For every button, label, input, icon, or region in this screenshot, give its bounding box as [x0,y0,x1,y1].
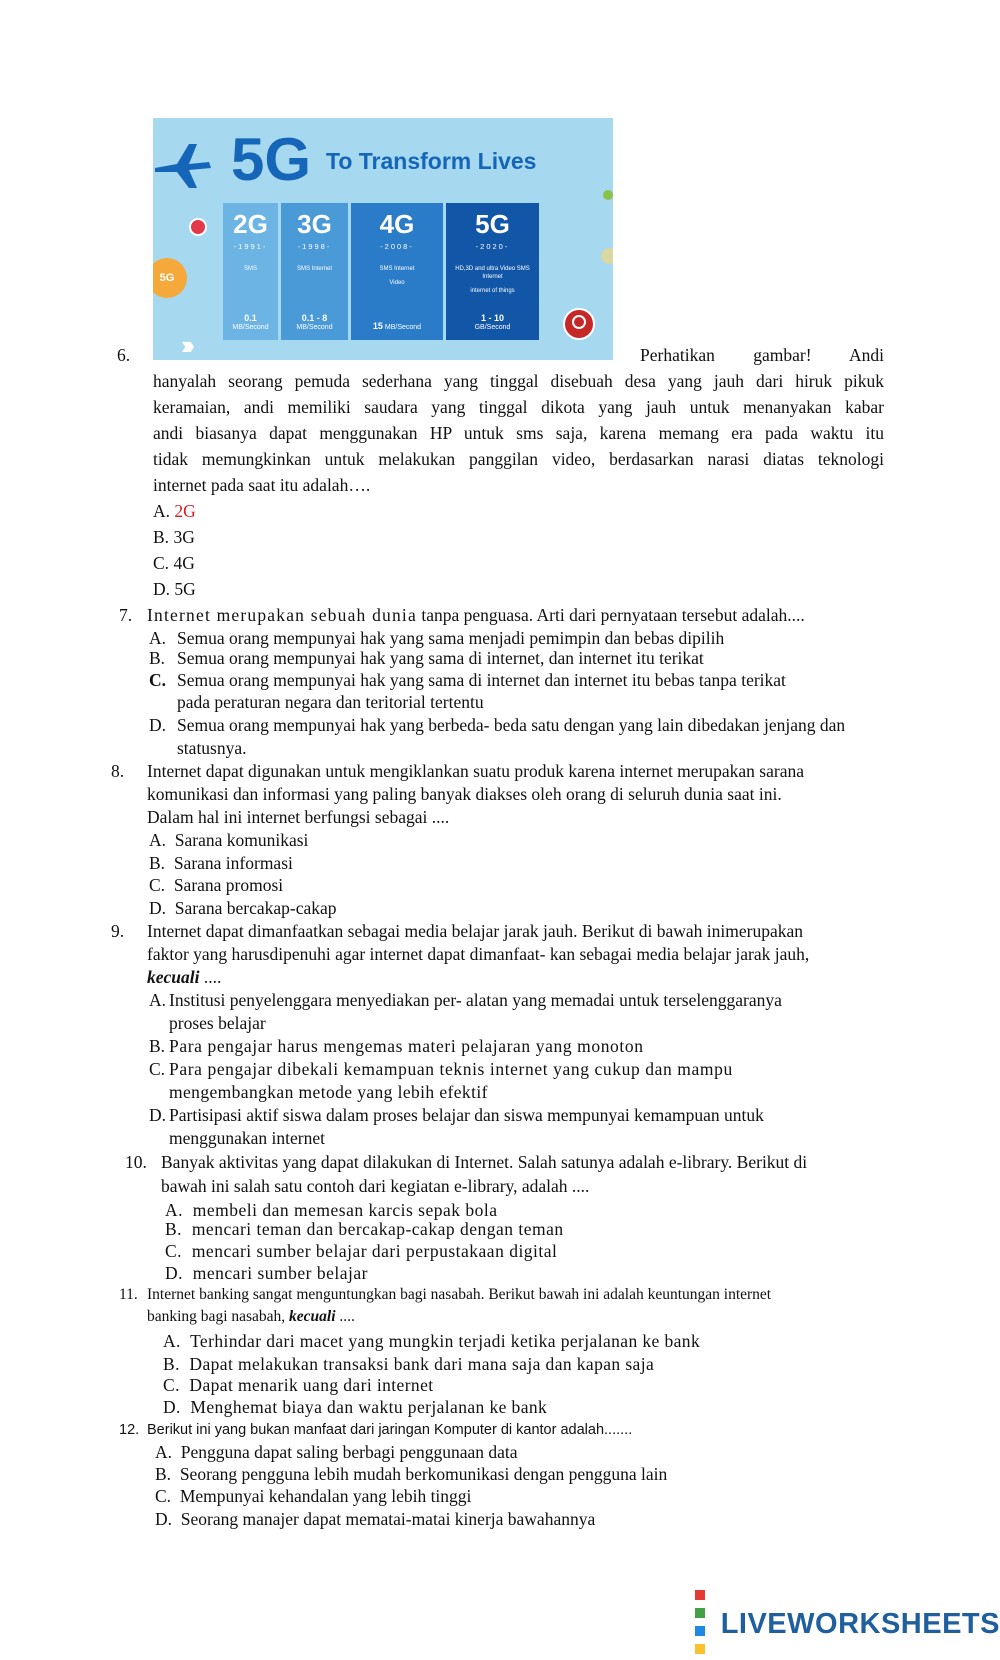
option-d[interactable] [153,578,196,600]
option-text: Dapat melakukan transaksi bank dari mana saja dan kapan saja [189,1354,655,1374]
gen-speed-unit: MB/Second [296,324,333,331]
gen-name: 2G [233,209,268,239]
question-7-stem [147,604,805,626]
option-text: mencari sumber belajar [192,1263,368,1283]
gen-features: HD,3D and ultra Video SMS Internet [455,266,530,280]
gen-year: -2020- [475,242,510,251]
arrows-icon: ››› [181,330,189,360]
option-letter: D. [149,1105,167,1125]
question-number: 8. [111,761,125,781]
option-text: Sarana komunikasi [174,830,309,850]
search-icon [563,308,595,340]
option-a[interactable] [153,500,196,522]
5g-badge: 5G [153,258,187,298]
option-c[interactable] [149,874,283,896]
gen-features: SMS Internet [296,266,332,272]
play-icon [603,190,613,200]
logo-text: LIVEWORKSHEETS [720,1607,1000,1640]
option-text: Sarana informasi [173,853,293,873]
option-c[interactable] [155,1485,471,1507]
generation-2g [223,203,278,340]
question-9-stem-tail [147,966,221,988]
option-letter: C. [149,1059,166,1079]
stem-tail: .... [335,1308,355,1325]
question-6-stem-line: hanyalah seorang pemuda sederhana yang tinggal disebuah desa yang jauh dari hiruk pikuk [153,371,884,391]
option-d-cont[interactable]: menggunakan internet [169,1128,325,1148]
option-letter: B. [149,648,166,668]
option-c[interactable]: Semua orang mempunyai hak yang sama di internet dan internet itu bebas tanpa terikat [177,670,786,690]
question-number: 10. [125,1152,147,1172]
stem-part: tanpa penguasa. Arti dari pernyataan tersebut adalah.... [421,605,805,625]
gen-name: 4G [379,209,415,239]
option-letter: C. [149,670,167,690]
kecuali-emphasis: kecuali [147,967,200,987]
question-8-stem-line: komunikasi dan informasi yang paling banyak diakses oleh orang di seluruh dunia saat ini. [147,784,782,804]
question-number: 9. [111,921,125,941]
gen-speed: 1 - 10 [480,313,504,323]
option-text: mencari teman dan bercakap-cakap dengan teman [191,1219,564,1239]
option-a-cont[interactable]: proses belajar [169,1013,266,1033]
option-letter: A. [149,628,167,648]
alert-icon [189,218,207,236]
option-c[interactable] [165,1240,557,1262]
question-6-stem-line: internet pada saat itu adalah…. [153,475,371,495]
gen-features-2: Video [389,280,405,286]
option-b[interactable] [155,1463,667,1485]
option-letter: C. [163,1375,180,1395]
gen-speed-unit: MB/Second [384,324,422,331]
option-letter: C. [149,875,166,895]
option-d[interactable]: Partisipasi aktif siswa dalam proses belajar dan siswa mempunyai kemampuan untuk [169,1105,764,1125]
option-d[interactable] [163,1396,547,1418]
question-11-stem-tail [147,1306,355,1328]
option-letter: B. [149,1036,166,1056]
option-letter: A. [149,830,167,850]
question-9-stem-line: Internet dapat dimanfaatkan sebagai media belajar jarak jauh. Berikut di bawah inimerupakan [147,921,803,941]
gen-features: SMS Internet [379,266,415,272]
option-d[interactable] [149,897,337,919]
option-a[interactable] [155,1441,518,1463]
option-letter: D. [155,1509,173,1529]
option-letter: B. [155,1464,172,1484]
gen-name: 5G [475,209,510,239]
airplane-icon [153,138,213,188]
option-a[interactable]: Semua orang mempunyai hak yang sama menjadi pemimpin dan bebas dipilih [177,628,725,648]
option-letter: A. [155,1442,173,1462]
question-number: 6. [117,345,131,365]
question-8-stem-line: Dalam hal ini internet berfungsi sebagai .... [147,807,450,827]
gen-speed-unit: MB/Second [232,324,269,331]
option-c-cont[interactable]: mengembangkan metode yang lebih efektif [169,1082,488,1102]
stem-tail: .... [199,967,222,987]
option-letter: A. [149,990,167,1010]
question-6-stem-line: keramaian, andi memiliki saudara yang tinggal dikota yang jauh untuk menanyakan kabar [153,397,884,417]
option-text: 2G [174,501,196,521]
option-text: Sarana promosi [173,875,284,895]
option-a[interactable]: Institusi penyelenggara menyediakan per- alatan yang memadai untuk terselenggaranya [169,990,782,1010]
option-letter: A. [165,1200,184,1220]
option-a[interactable] [149,829,308,851]
option-c[interactable] [153,552,195,574]
option-text: 3G [173,527,195,547]
option-c-cont[interactable]: pada peraturan negara dan teritorial tertentu [177,692,484,712]
option-d[interactable] [155,1508,595,1530]
option-text: Menghemat biaya dan waktu perjalanan ke bank [190,1397,548,1417]
option-letter: C. [155,1486,172,1506]
option-text: mencari sumber belajar dari perpustakaan digital [191,1241,558,1261]
option-b[interactable]: Semua orang mempunyai hak yang sama di internet, dan internet itu terikat [177,648,704,668]
option-c[interactable]: Para pengajar dibekali kemampuan teknis internet yang cukup dan mampu [169,1059,733,1079]
option-letter: D. [165,1263,184,1283]
option-text: Dapat menarik uang dari internet [189,1375,434,1395]
option-letter: C. [165,1241,183,1261]
option-c[interactable] [163,1374,434,1396]
question-number: 12. [119,1422,140,1438]
option-text: Mempunyai kehandalan yang lebih tinggi [179,1486,472,1506]
option-b[interactable] [149,852,293,874]
option-letter: B. [163,1354,180,1374]
option-text: 5G [174,579,196,599]
option-text: 4G [173,553,195,573]
gen-features: SMS [243,266,257,272]
generation-4g [351,203,443,340]
question-11-stem-line: Internet banking sangat menguntungkan bagi nasabah. Berikut bawah ini adalah keuntungan internet [147,1286,772,1303]
option-letter: D. [149,715,167,735]
option-letter: A. [163,1331,181,1351]
option-letter: B. [149,853,166,873]
question-12-stem: Berikut ini yang bukan manfaat dari jaringan Komputer di kantor adalah....... [147,1422,633,1438]
option-d-cont[interactable]: statusnya. [177,738,247,758]
logo-squares-icon [694,1588,718,1660]
stem-part: Internet merupakan sebuah dunia [147,605,417,625]
5g-infographic [153,118,613,360]
option-text: Sarana bercakap-cakap [174,898,337,918]
gen-name: 3G [297,209,332,239]
question-number: 7. [119,605,133,625]
option-letter: D. [163,1397,181,1417]
gen-year: -2008- [380,242,414,251]
option-a[interactable] [163,1330,700,1352]
gen-year: -1998- [297,242,332,251]
option-text: Seorang pengguna lebih mudah berkomunikasi dengan pengguna lain [179,1464,668,1484]
option-text: membeli dan memesan karcis sepak bola [192,1200,498,1220]
gen-speed: 0.1 [244,313,257,323]
option-text: Terhindar dari macet yang mungkin terjadi ketika perjalanan ke bank [190,1331,701,1351]
question-number: 11. [119,1286,138,1303]
option-text: Seorang manajer dapat mematai-matai kinerja bawahannya [180,1509,596,1529]
question-10-stem-line: bawah ini salah satu contoh dari kegiatan e-library, adalah .... [161,1176,590,1196]
infographic-title: To Transform Lives [326,148,537,174]
liveworksheets-logo[interactable] [694,1606,1000,1642]
question-9-stem-line: faktor yang harusdipenuhi agar internet dapat dimanfaat- kan sebagai media belajar jarak jauh, [147,944,810,964]
option-d[interactable] [165,1262,368,1284]
generation-3g [281,203,348,340]
gen-features-2: internet of things [470,288,515,294]
option-b[interactable]: Para pengajar harus mengemas materi pelajaran yang monoton [169,1036,644,1056]
option-letter: A. [153,501,171,521]
option-d[interactable]: Semua orang mempunyai hak yang berbeda- beda satu dengan yang lain dibedakan jenjang dan [177,715,846,735]
gen-speed-unit: GB/Second [474,324,511,331]
option-letter: D. [153,579,171,599]
gen-speed: 0.1 - 8 [301,313,328,323]
gen-speed: 15 [372,321,383,331]
option-letter: D. [149,898,167,918]
globe-icon [601,248,613,264]
kecuali-emphasis: kecuali [289,1308,336,1325]
option-letter: B. [153,527,170,547]
question-8-stem-line: Internet dapat digunakan untuk mengiklankan suatu produk karena internet merupakan sarana [147,761,804,781]
option-b[interactable] [163,1353,654,1375]
question-6-stem-line: andi biasanya dapat menggunakan HP untuk sms saja, karena memang era pada waktu itu [153,423,884,443]
option-letter: B. [165,1219,183,1239]
infographic-title-5g: 5G [231,126,312,193]
stem-part: banking bagi nasabah, [147,1308,286,1325]
question-6-stem-line: tidak memungkinkan untuk melakukan panggilan video, berdasarkan narasi diatas teknologi [153,449,884,469]
question-6-stem-line: Perhatikan gambar! Andi [640,345,884,365]
option-b[interactable] [165,1218,564,1240]
generation-5g [446,203,539,340]
option-b[interactable] [153,526,195,548]
question-10-stem-line: Banyak aktivitas yang dapat dilakukan di Internet. Salah satunya adalah e-library. Berikut di [161,1152,808,1172]
option-text: Pengguna dapat saling berbagi penggunaan data [180,1442,518,1462]
option-letter: C. [153,553,170,573]
gen-year: -1991- [233,242,268,251]
